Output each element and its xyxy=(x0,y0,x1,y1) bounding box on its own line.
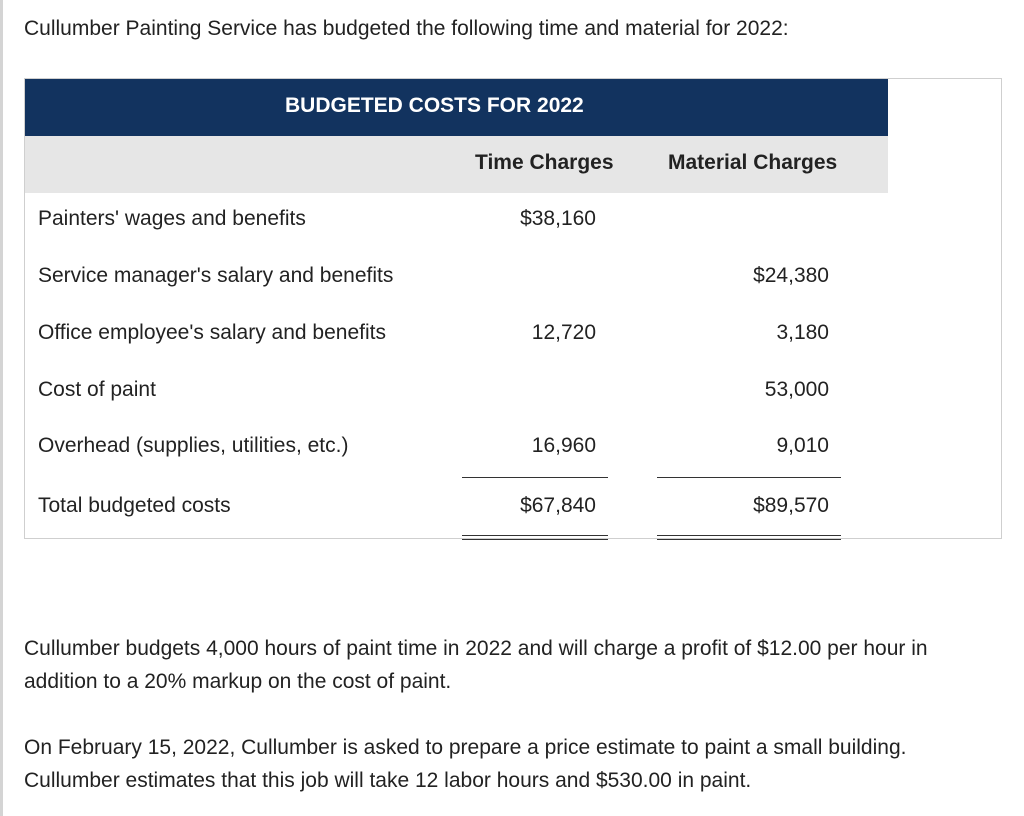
table-total-row xyxy=(25,494,1001,534)
intro-text: Cullumber Painting Service has budgeted the following time and material for 2022: xyxy=(24,17,789,40)
row-label: Service manager's salary and benefits xyxy=(38,264,394,287)
table-row xyxy=(25,434,1001,474)
table-row xyxy=(25,264,1001,304)
subtotal-rule-material xyxy=(657,477,841,478)
paragraph-estimate-request: On February 15, 2022, Cullumber is asked to prepare a price estimate to paint a small building. Cullumber estimates that this job will take 12 labor hours and $530.00 in paint. xyxy=(24,736,907,792)
table-header-row xyxy=(25,136,888,193)
table-row xyxy=(25,321,1001,361)
row-time-value: 12,720 xyxy=(531,321,596,344)
table-title-band xyxy=(25,79,888,136)
row-material-value: 53,000 xyxy=(764,378,829,401)
row-time-value: $38,160 xyxy=(520,207,596,230)
left-border xyxy=(0,0,3,816)
budget-table xyxy=(24,78,1002,539)
row-material-value: $24,380 xyxy=(753,264,829,287)
total-label: Total budgeted costs xyxy=(38,494,231,517)
header-time-charges: Time Charges xyxy=(475,151,614,174)
row-material-value: 9,010 xyxy=(776,434,829,457)
subtotal-rule-time xyxy=(462,477,608,478)
row-material-value: 3,180 xyxy=(776,321,829,344)
row-label: Painters' wages and benefits xyxy=(38,207,306,230)
header-material-charges: Material Charges xyxy=(668,151,838,174)
paragraph-budget-hours: Cullumber budgets 4,000 hours of paint time in 2022 and will charge a profit of $12.00 per hour in addition to a 20% markup on the cost of paint. xyxy=(24,637,928,693)
total-time-value: $67,840 xyxy=(520,494,596,517)
row-label: Cost of paint xyxy=(38,378,156,401)
total-material-value: $89,570 xyxy=(753,494,829,517)
total-double-rule-material xyxy=(657,535,841,540)
table-row xyxy=(25,207,1001,247)
row-time-value: 16,960 xyxy=(531,434,596,457)
row-label: Overhead (supplies, utilities, etc.) xyxy=(38,434,349,457)
table-row xyxy=(25,378,1001,418)
total-double-rule-time xyxy=(462,535,608,540)
row-label: Office employee's salary and benefits xyxy=(38,321,386,344)
table-title: BUDGETED COSTS FOR 2022 xyxy=(285,94,584,117)
